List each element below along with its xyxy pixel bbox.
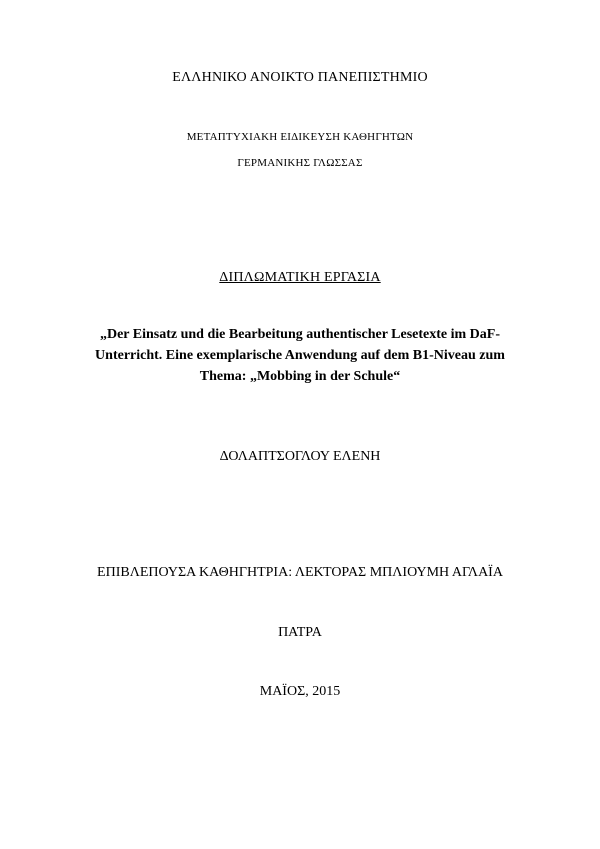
university-name: ΕΛΛΗΝΙΚΟ ΑΝΟΙΚΤΟ ΠΑΝΕΠΙΣΤΗΜΙΟ bbox=[172, 70, 428, 85]
date: ΜΑΪΟΣ, 2015 bbox=[259, 684, 341, 699]
supervisor-line: ΕΠΙΒΛΕΠΟΥΣΑ ΚΑΘΗΓΗΤΡΙΑ: ΛΕΚΤΟΡΑΣ ΜΠΛΙΟΥΜΗ ΑΓΛΑΪΑ bbox=[97, 565, 503, 580]
thesis-type-heading: ΔΙΠΛΩΜΑΤΙΚΗ ΕΡΓΑΣΙΑ bbox=[219, 270, 381, 285]
thesis-title-line: „Der Einsatz und die Bearbeitung authentischer Lesetexte im DaF- bbox=[99, 327, 500, 342]
city: ΠΑΤΡΑ bbox=[278, 625, 322, 640]
program-line-2: ΓΕΡΜΑΝΙΚΗΣ ΓΛΩΣΣΑΣ bbox=[237, 157, 363, 169]
thesis-title-line: Unterricht. Eine exemplarische Anwendung auf dem B1-Niveau zum bbox=[95, 348, 505, 363]
thesis-title bbox=[60, 324, 540, 387]
author-name: ΔΟΛΑΠΤΣΟΓΛΟΥ ΕΛΕΝΗ bbox=[219, 449, 381, 464]
program-line-1: ΜΕΤΑΠΤΥΧΙΑΚΗ ΕΙΔΙΚΕΥΣΗ ΚΑΘΗΓΗΤΩΝ bbox=[186, 131, 414, 143]
thesis-title-line: Thema: „Mobbing in der Schule“ bbox=[199, 369, 401, 384]
